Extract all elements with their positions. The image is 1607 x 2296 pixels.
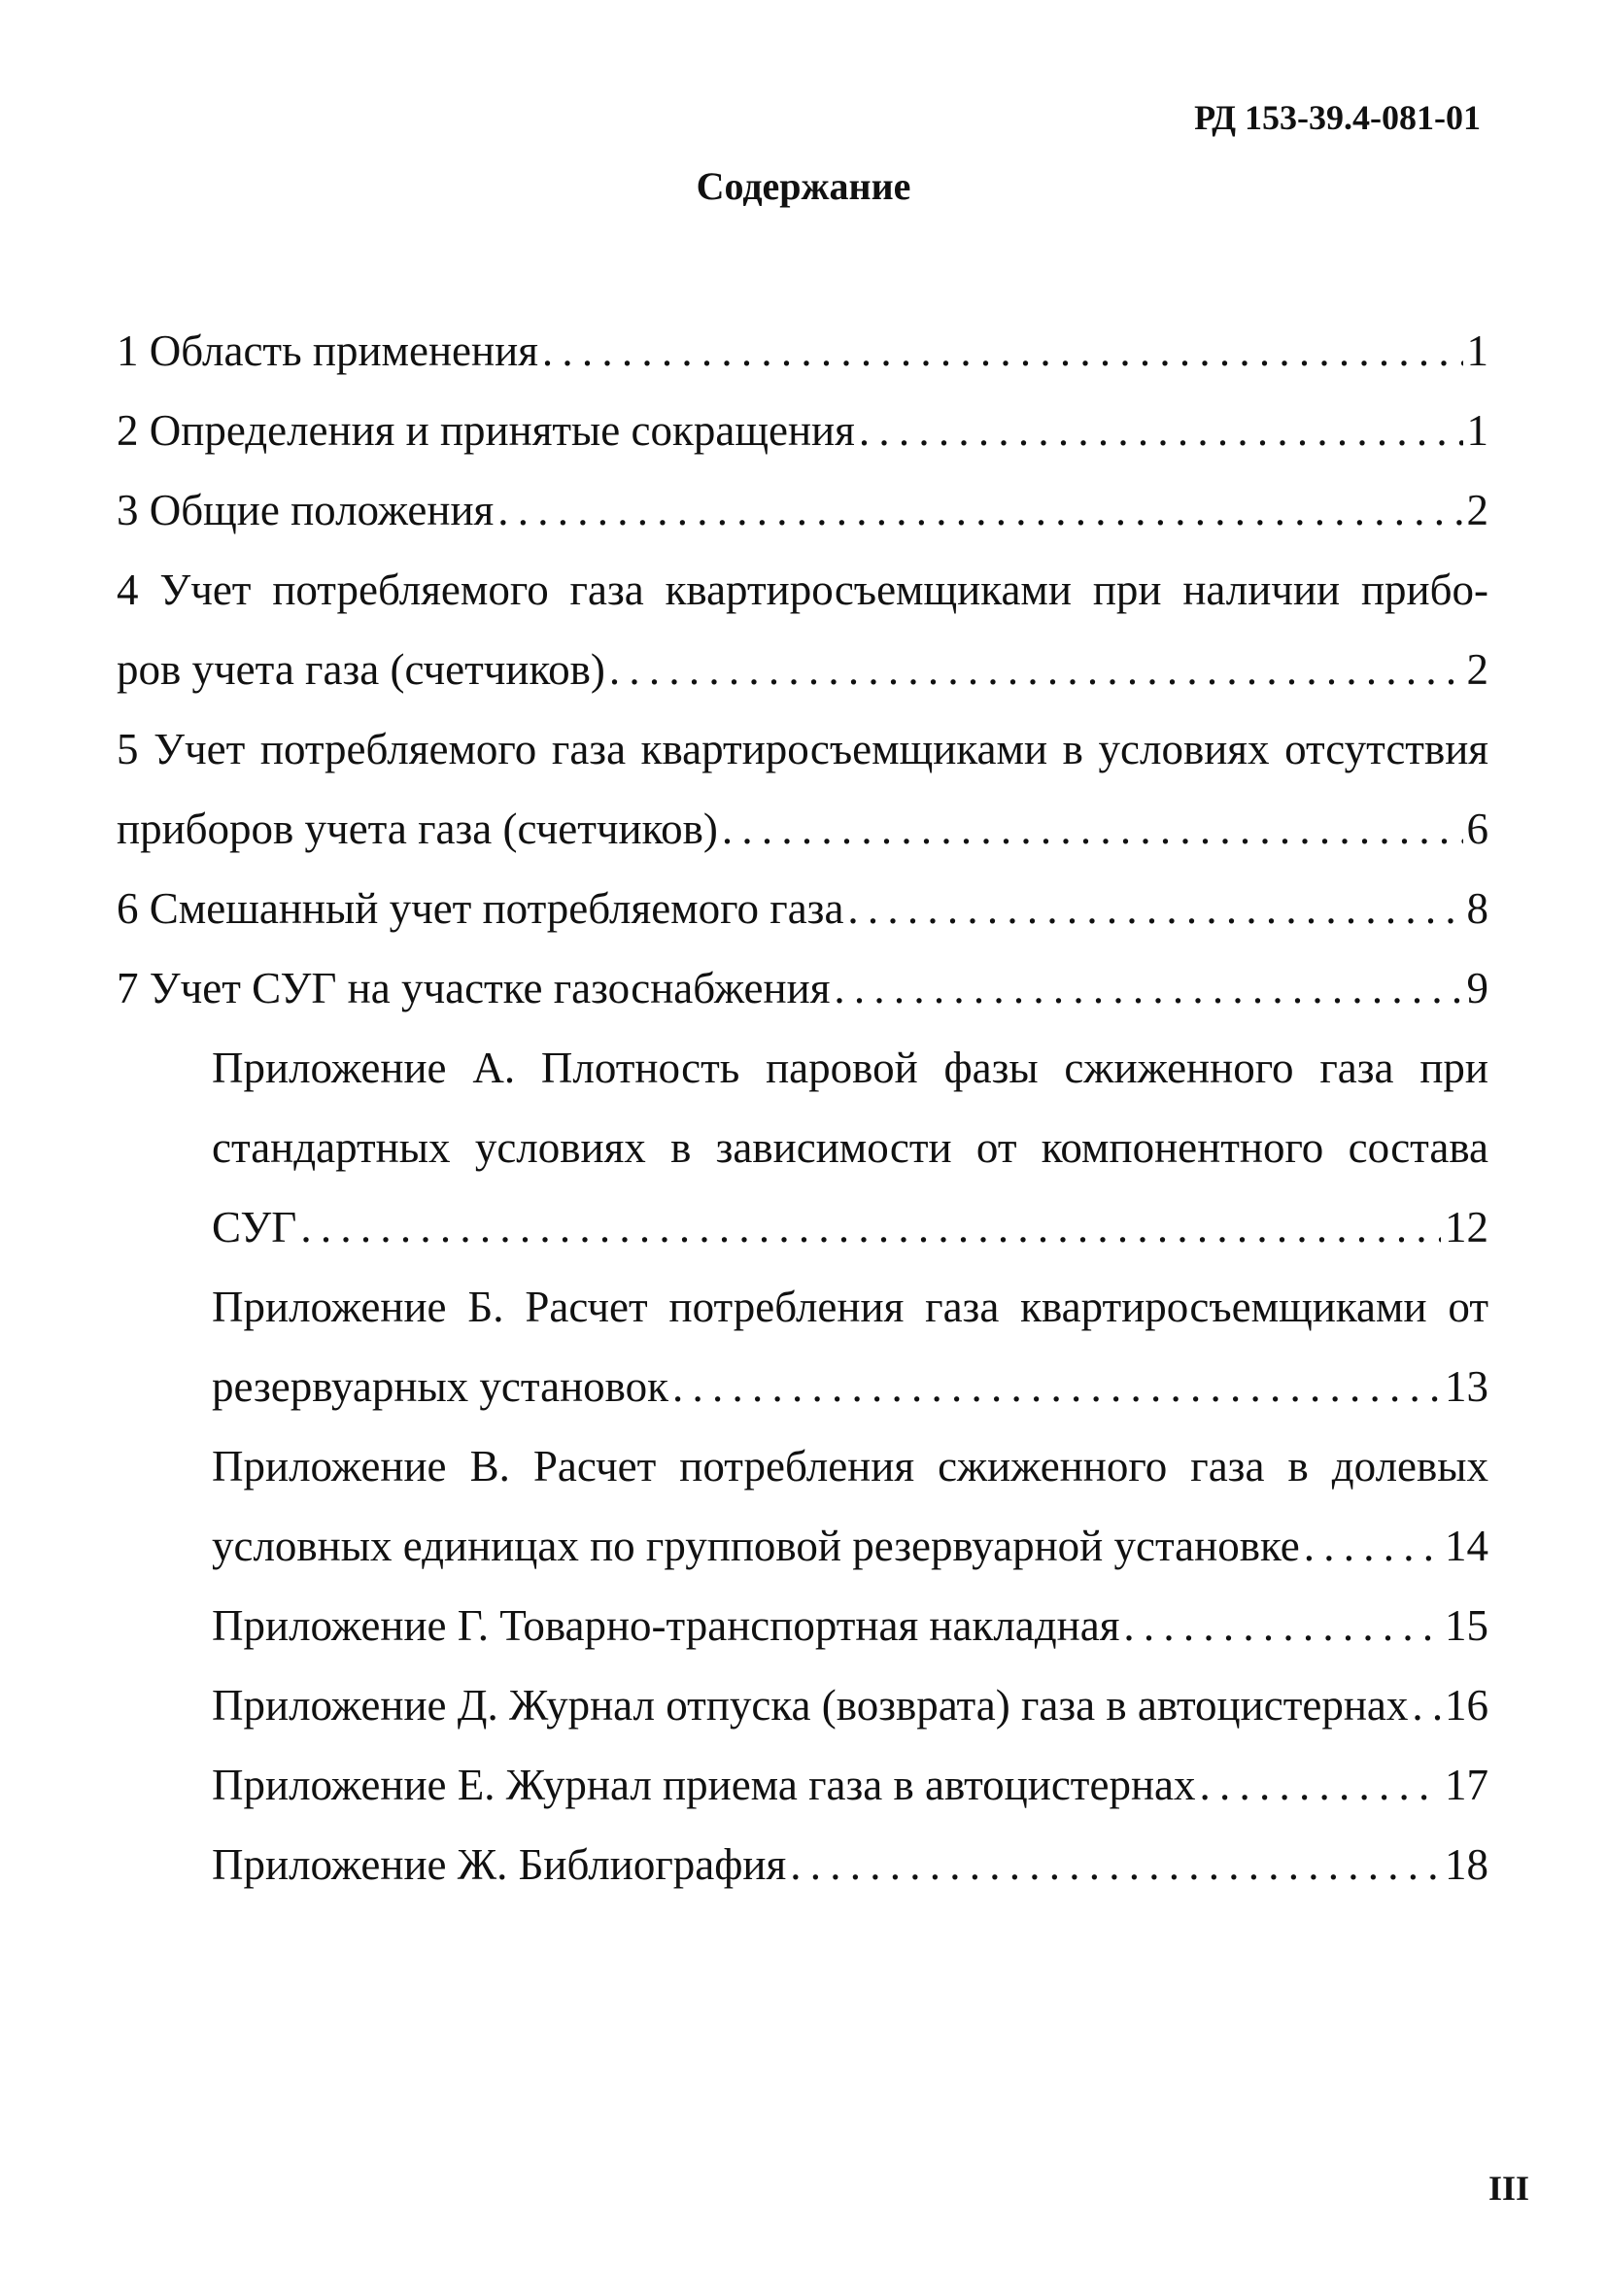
toc-page-number: 16	[1445, 1681, 1488, 1730]
table-of-contents	[117, 311, 1488, 1904]
toc-entry-title: ров учета газа (счетчиков)	[117, 645, 605, 694]
toc-appendix-v[interactable]	[212, 1426, 1488, 1586]
toc-entry-title: 6 Смешанный учет потребляемого газа	[117, 884, 844, 933]
toc-entry-2[interactable]	[117, 391, 1488, 470]
toc-entry-title: приборов учета газа (счетчиков)	[117, 805, 718, 853]
toc-entry-title-line: Приложение А. Плотность паровой фазы сжиженного газа при	[212, 1044, 1488, 1092]
toc-entry-title: Приложение Д. Журнал отпуска (возврата) газа в автоцистернах	[212, 1681, 1409, 1730]
toc-appendix-g[interactable]	[212, 1586, 1488, 1665]
dot-leader	[1304, 1506, 1441, 1586]
dot-leader	[847, 869, 1462, 948]
page-number: III	[1487, 2169, 1529, 2208]
toc-page-number: 2	[1466, 486, 1488, 534]
dot-leader	[542, 311, 1463, 391]
toc-entry-title: СУГ	[212, 1203, 297, 1251]
toc-entry-7[interactable]	[117, 948, 1488, 1028]
toc-page-number: 17	[1445, 1761, 1488, 1809]
toc-page-number: 1	[1466, 326, 1488, 375]
toc-entry-title: Приложение Ж. Библиография	[212, 1840, 787, 1889]
toc-page-number: 13	[1445, 1362, 1488, 1411]
toc-entry-title-line: 5 Учет потребляемого газа квартиросъемщиками в условиях отсутствия	[117, 725, 1488, 773]
toc-entry-title: резервуарных установок	[212, 1362, 668, 1411]
toc-entry-title: Приложение Е. Журнал приема газа в автоцистернах	[212, 1761, 1196, 1809]
dot-leader	[672, 1347, 1441, 1426]
toc-entry-title-line: 4 Учет потребляемого газа квартиросъемщиками при наличии прибо-	[117, 565, 1488, 614]
toc-page-number: 9	[1466, 964, 1488, 1012]
toc-entry-title: 7 Учет СУГ на участке газоснабжения	[117, 964, 831, 1012]
toc-appendix-b[interactable]	[212, 1267, 1488, 1426]
dot-leader	[497, 470, 1462, 550]
toc-entry-title: Приложение Г. Товарно-транспортная накладная	[212, 1601, 1120, 1650]
toc-entry-title-line: стандартных условиях в зависимости от компонентного состава	[212, 1123, 1488, 1172]
dot-leader	[790, 1825, 1441, 1904]
dot-leader	[859, 391, 1463, 470]
toc-entry-title: условных единицах по групповой резервуарной установке	[212, 1522, 1300, 1570]
toc-page-number: 8	[1466, 884, 1488, 933]
toc-entry-title-line: Приложение Б. Расчет потребления газа квартиросъемщиками от	[212, 1283, 1488, 1331]
toc-appendix-a[interactable]	[212, 1028, 1488, 1267]
page-title: Содержание	[696, 164, 911, 208]
toc-entry-6[interactable]	[117, 869, 1488, 948]
dot-leader	[1412, 1665, 1441, 1745]
dot-leader	[300, 1187, 1441, 1267]
toc-entry-title-line: Приложение В. Расчет потребления сжиженного газа в долевых	[212, 1442, 1488, 1491]
dot-leader	[834, 948, 1462, 1028]
dot-leader	[722, 789, 1463, 869]
toc-page-number: 12	[1445, 1203, 1488, 1251]
toc-appendix-e[interactable]	[212, 1745, 1488, 1825]
toc-page-number: 18	[1445, 1840, 1488, 1889]
dot-leader	[609, 630, 1463, 709]
toc-entry-title: 2 Определения и принятые сокращения	[117, 406, 855, 455]
toc-page-number: 1	[1466, 406, 1488, 455]
toc-entry-1[interactable]	[117, 311, 1488, 391]
toc-entry-5[interactable]	[117, 709, 1488, 869]
toc-page-number: 2	[1466, 645, 1488, 694]
toc-page-number: 6	[1466, 805, 1488, 853]
toc-page-number: 14	[1445, 1522, 1488, 1570]
toc-entry-title: 3 Общие положения	[117, 486, 495, 534]
dot-leader	[1200, 1745, 1442, 1825]
toc-page-number: 15	[1445, 1601, 1488, 1650]
toc-entry-4[interactable]	[117, 550, 1488, 709]
toc-appendix-zh[interactable]	[212, 1825, 1488, 1904]
document-code: РД 153-39.4-081-01	[1194, 98, 1481, 137]
toc-appendix-d[interactable]	[212, 1665, 1488, 1745]
toc-entry-title: 1 Область применения	[117, 326, 538, 375]
toc-entry-3[interactable]	[117, 470, 1488, 550]
dot-leader	[1123, 1586, 1441, 1665]
